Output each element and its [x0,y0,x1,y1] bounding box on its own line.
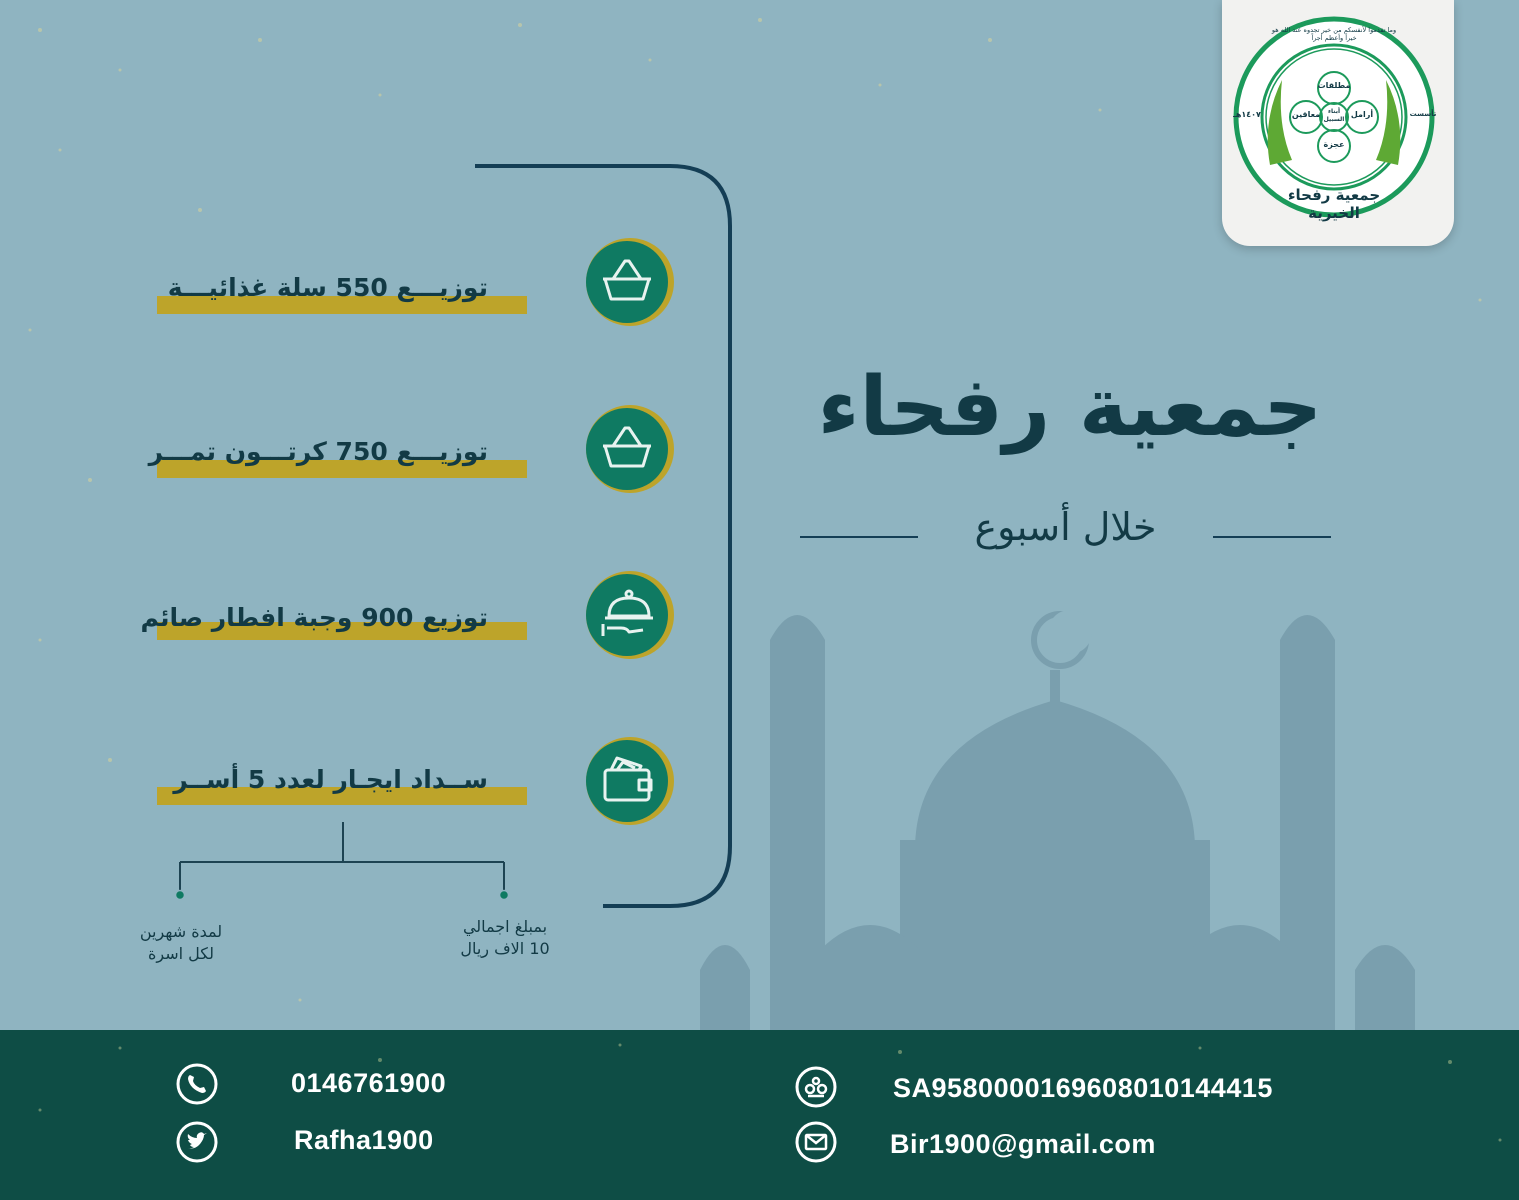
wallet-icon [585,736,675,826]
item-3-label: توزيع 900 وجبة افطار صائم [140,603,488,632]
rent-total-note: بمبلغ اجمالي 10 الاف ريال [460,917,550,958]
page-title: جمعية رفحاء [817,360,1323,455]
logo-card [1222,0,1454,246]
email-icon [794,1120,838,1164]
rent-duration-note: لمدة شهرين لكل اسرة [139,922,223,963]
logo-category-top: مطلقات [1317,81,1351,90]
logo-founded-year: ١٤٠٧هـ [1233,110,1261,119]
bank-icon [794,1065,838,1109]
item-4-label: ســداد ايجـار لعدد 5 أســر [173,765,488,794]
item-2-label: توزيـــع 750 كرتـــون تمـــر [148,437,488,466]
logo-category-right: أرامل [1350,110,1374,119]
page-subtitle: خلال أسبوع [974,505,1157,549]
basket-icon [585,237,675,327]
item-1-label: توزيـــع 550 سلة غذائيـــة [167,273,488,302]
twitter-icon [175,1120,219,1164]
logo-category-center: أبناء السبيل [1323,108,1345,123]
phone-number[interactable]: 0146761900 [291,1068,447,1098]
logo-motto: وما تقدموا لأنفسكم من خير تجدوه عند الله هو خيراً وأعظم أجراً [1271,26,1397,42]
logo-category-left: معاقين [1291,110,1321,119]
logo-founded-label: تأسست [1409,110,1437,118]
logo-name: جمعية رفحاء الخيرية [1287,186,1381,222]
logo-category-bottom: عجزة [1323,140,1345,149]
email-address[interactable]: Bir1900@gmail.com [890,1129,1156,1159]
phone-icon [175,1062,219,1106]
twitter-handle[interactable]: Rafha1900 [294,1125,434,1155]
basket-icon [585,404,675,494]
iban-number[interactable]: SA9580000169608010144415 [893,1073,1273,1103]
food-tray-icon [585,570,675,660]
